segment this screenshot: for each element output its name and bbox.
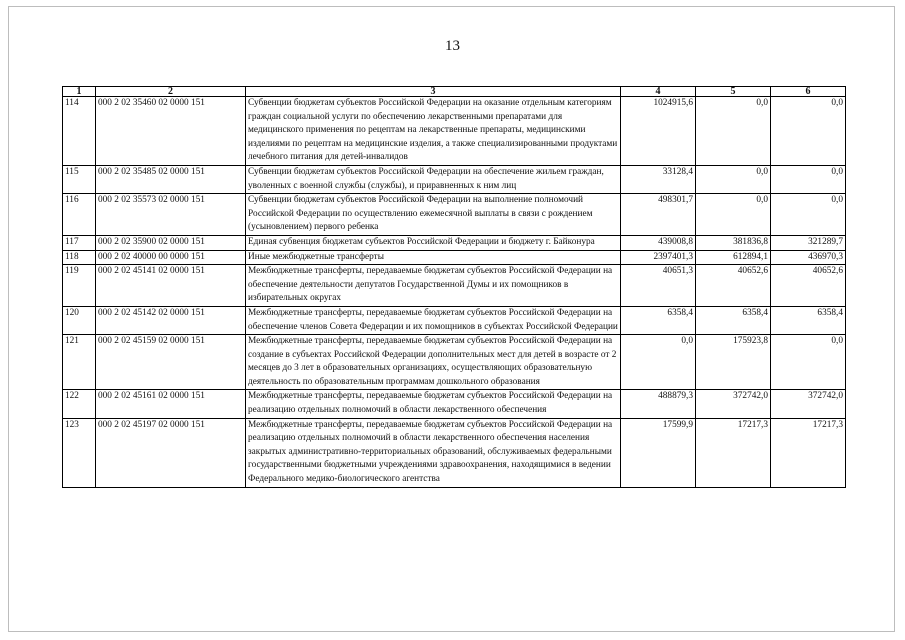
value-col-5: 6358,4 (696, 306, 771, 334)
value-col-5: 612894,1 (696, 250, 771, 265)
value-col-6: 0,0 (771, 97, 846, 166)
column-header-3: 3 (246, 87, 621, 97)
budget-code: 000 2 02 45141 02 0000 151 (96, 265, 246, 307)
row-number: 114 (63, 97, 96, 166)
value-col-6: 321289,7 (771, 235, 846, 250)
row-number: 117 (63, 235, 96, 250)
value-col-6: 0,0 (771, 335, 846, 390)
column-header-4: 4 (621, 87, 696, 97)
value-col-5: 175923,8 (696, 335, 771, 390)
value-col-6: 0,0 (771, 165, 846, 193)
value-col-5: 0,0 (696, 165, 771, 193)
value-col-5: 17217,3 (696, 418, 771, 487)
table-row (63, 235, 846, 250)
item-name: Субвенции бюджетам субъектов Российской Федерации на выполнение полномочий Российской Федерации по осуществлению ежемесячной выплаты в связи с рождением (усыновлением) первого ребенка (246, 194, 621, 236)
table-row (63, 165, 846, 193)
value-col-5: 372742,0 (696, 390, 771, 418)
budget-code: 000 2 02 45161 02 0000 151 (96, 390, 246, 418)
budget-code: 000 2 02 35900 02 0000 151 (96, 235, 246, 250)
table-row (63, 265, 846, 307)
value-col-5: 0,0 (696, 97, 771, 166)
column-header-6: 6 (771, 87, 846, 97)
table-row (63, 306, 846, 334)
value-col-4: 1024915,6 (621, 97, 696, 166)
value-col-5: 381836,8 (696, 235, 771, 250)
value-col-4: 17599,9 (621, 418, 696, 487)
page-number: 13 (445, 38, 460, 54)
value-col-5: 0,0 (696, 194, 771, 236)
value-col-4: 488879,3 (621, 390, 696, 418)
value-col-4: 439008,8 (621, 235, 696, 250)
item-name: Иные межбюджетные трансферты (246, 250, 621, 265)
column-header-2: 2 (96, 87, 246, 97)
budget-code: 000 2 02 35460 02 0000 151 (96, 97, 246, 166)
budget-code: 000 2 02 45142 02 0000 151 (96, 306, 246, 334)
table-row (63, 194, 846, 236)
value-col-6: 40652,6 (771, 265, 846, 307)
budget-code: 000 2 02 35485 02 0000 151 (96, 165, 246, 193)
value-col-4: 2397401,3 (621, 250, 696, 265)
value-col-4: 40651,3 (621, 265, 696, 307)
table-row (63, 97, 846, 166)
budget-code: 000 2 02 35573 02 0000 151 (96, 194, 246, 236)
item-name: Единая субвенция бюджетам субъектов Российской Федерации и бюджету г. Байконура (246, 235, 621, 250)
value-col-6: 0,0 (771, 194, 846, 236)
value-col-6: 372742,0 (771, 390, 846, 418)
item-name: Межбюджетные трансферты, передаваемые бюджетам субъектов Российской Федерации на создание в субъектах Российской Федерации дополнительных мест для детей в возрасте от 2 месяцев до 3 лет в образовательных организациях, осуществляющих образовательную деятельность по образовательным программам дошкольного образования (246, 335, 621, 390)
table-row (63, 335, 846, 390)
value-col-6: 17217,3 (771, 418, 846, 487)
item-name: Межбюджетные трансферты, передаваемые бюджетам субъектов Российской Федерации на реализацию отдельных полномочий в области лекарственного обеспечения (246, 390, 621, 418)
row-number: 119 (63, 265, 96, 307)
row-number: 123 (63, 418, 96, 487)
row-number: 115 (63, 165, 96, 193)
value-col-6: 6358,4 (771, 306, 846, 334)
item-name: Межбюджетные трансферты, передаваемые бюджетам субъектов Российской Федерации на обеспечение деятельности депутатов Государственной Думы и их помощников в избирательных округах (246, 265, 621, 307)
item-name: Субвенции бюджетам субъектов Российской Федерации на обеспечение жильем граждан, уволенных с военной службы (службы), и приравненных к ним лиц (246, 165, 621, 193)
budget-table (62, 86, 846, 488)
item-name: Субвенции бюджетам субъектов Российской Федерации на оказание отдельным категориям граждан социальной услуги по обеспечению лекарственными препаратами для медицинского применения по рецептам на лекарственные препараты, медицинскими изделиями по рецептам на медицинские изделия, а также специализированными продуктами лечебного питания для детей-инвалидов (246, 97, 621, 166)
row-number: 122 (63, 390, 96, 418)
header-row (63, 87, 846, 97)
value-col-6: 436970,3 (771, 250, 846, 265)
value-col-4: 498301,7 (621, 194, 696, 236)
budget-code: 000 2 02 40000 00 0000 151 (96, 250, 246, 265)
row-number: 118 (63, 250, 96, 265)
table-row (63, 250, 846, 265)
table-row (63, 390, 846, 418)
value-col-4: 6358,4 (621, 306, 696, 334)
item-name: Межбюджетные трансферты, передаваемые бюджетам субъектов Российской Федерации на обеспечение членов Совета Федерации и их помощников в субъектах Российской Федерации (246, 306, 621, 334)
value-col-5: 40652,6 (696, 265, 771, 307)
table-row (63, 418, 846, 487)
value-col-4: 0,0 (621, 335, 696, 390)
value-col-4: 33128,4 (621, 165, 696, 193)
row-number: 121 (63, 335, 96, 390)
budget-code: 000 2 02 45197 02 0000 151 (96, 418, 246, 487)
item-name: Межбюджетные трансферты, передаваемые бюджетам субъектов Российской Федерации на реализацию отдельных полномочий в области лекарственного обеспечения населения закрытых административно-территориальных образований, обслуживаемых федеральными государственными бюджетными учреждениями здравоохранения, находящимися в ведении Федерального медико-биологического агентства (246, 418, 621, 487)
row-number: 120 (63, 306, 96, 334)
row-number: 116 (63, 194, 96, 236)
column-header-1: 1 (63, 87, 96, 97)
column-header-5: 5 (696, 87, 771, 97)
budget-code: 000 2 02 45159 02 0000 151 (96, 335, 246, 390)
